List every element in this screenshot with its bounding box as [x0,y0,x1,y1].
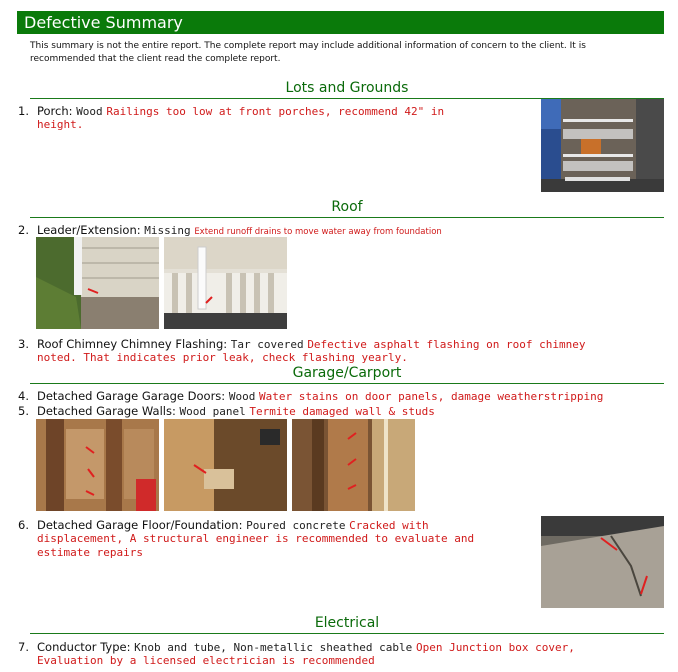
item-number: 7. [18,640,29,654]
item-material: Poured concrete [246,519,346,532]
item-material: Missing [144,224,191,237]
section-garage-carport: Garage/Carport [30,365,664,384]
section-electrical: Electrical [30,615,664,634]
section-lots-and-grounds: Lots and Grounds [30,80,664,99]
item-label: Leader/Extension: [37,223,141,237]
item-defect: Termite damaged wall & studs [249,405,435,418]
porch-photo [541,99,664,192]
item-number: 6. [18,518,29,532]
item-defect-cont: estimate repairs [37,546,143,559]
item-defect-cont: height. [37,118,84,131]
item-conductor-type [18,640,575,655]
item-number: 4. [18,389,29,403]
garage-wall-photo-3 [292,419,415,511]
item-number: 2. [18,223,29,237]
intro-text: This summary is not the entire report. The complete report may include additional information of concern to the client. It is recommended that the client read the complete report. [30,41,586,64]
garage-floor-photo [541,516,664,608]
item-material: Wood panel [179,405,246,418]
item-label: Detached Garage Walls: [37,404,176,418]
item-label: Porch: [37,104,73,118]
item-label: Conductor Type: [37,640,131,654]
item-material: Knob and tube, Non-metallic sheathed cable [134,641,413,654]
page-title: Defective Summary [17,11,664,34]
garage-wall-photo-1 [36,419,159,511]
item-material: Tar covered [230,338,304,351]
item-chimney-flashing [18,337,585,352]
item-garage-doors [18,389,603,404]
item-defect: Cracked with [349,519,429,532]
section-roof: Roof [30,199,664,218]
leader-photo-2 [164,237,287,329]
item-label: Detached Garage Floor/Foundation: [37,518,243,532]
item-material: Wood [228,390,256,403]
item-defect: Defective asphalt flashing on roof chimney [307,338,586,351]
item-defect: Water stains on door panels, damage weatherstripping [259,390,604,403]
item-defect: Railings too low at front porches, recommend 42" in [106,105,445,118]
leader-photo-1 [36,237,159,329]
item-defect-cont: Evaluation by a licensed electrician is recommended [37,654,375,667]
garage-wall-photo-2 [164,419,287,511]
item-number: 3. [18,337,29,351]
item-number: 1. [18,104,29,118]
item-label: Detached Garage Garage Doors: [37,389,226,403]
item-defect-cont: noted. That indicates prior leak, check flashing yearly. [37,351,408,364]
item-note: Extend runoff drains to move water away from foundation [194,227,442,237]
item-defect: Open Junction box cover, [415,641,575,654]
item-material: Wood [76,105,103,118]
item-number: 5. [18,404,29,418]
item-garage-walls [18,404,435,419]
item-defect-cont: displacement, A structural engineer is recommended to evaluate and [37,532,475,545]
item-label: Roof Chimney Chimney Flashing: [37,337,228,351]
item-garage-floor [18,518,429,533]
item-porch [18,104,444,119]
